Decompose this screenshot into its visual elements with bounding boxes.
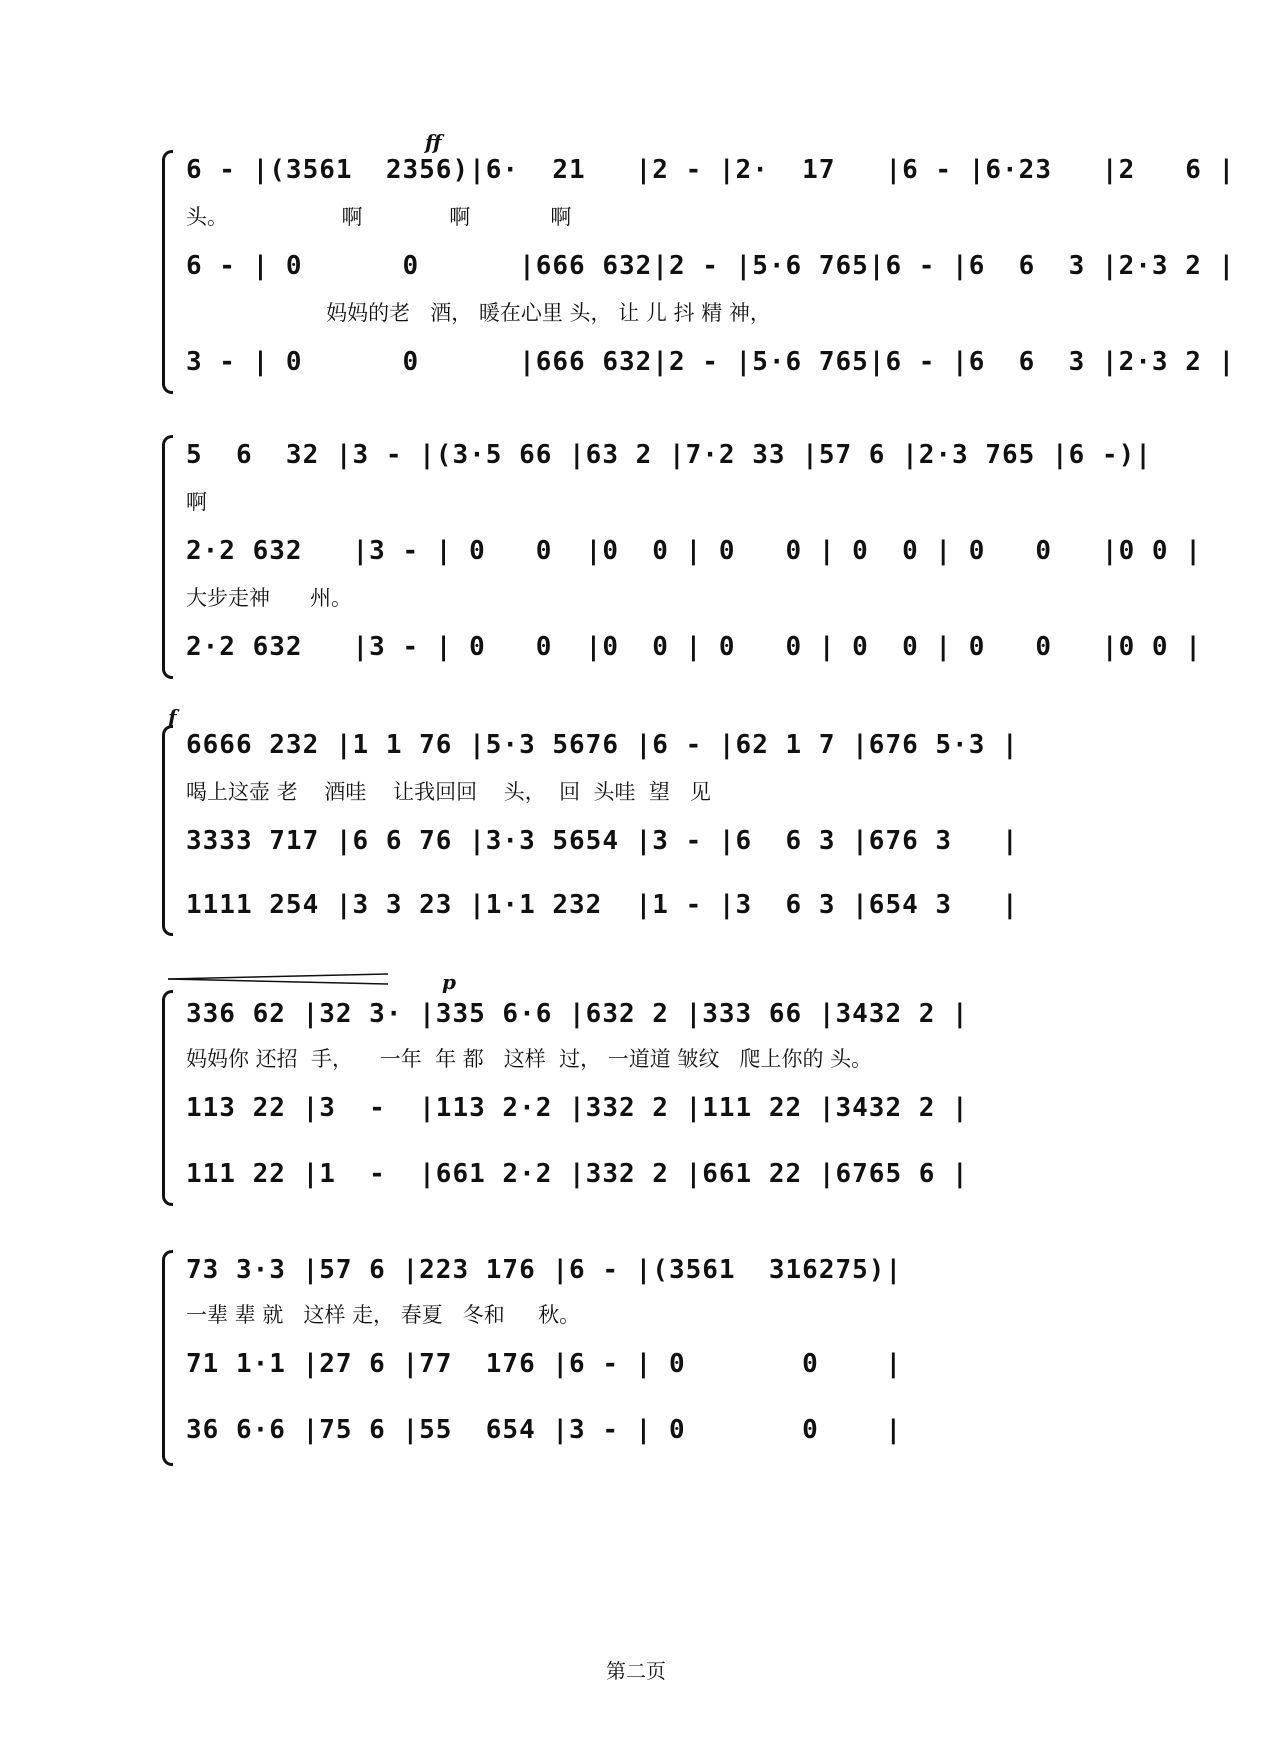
part2-notes: 113 22 |3 - |113 2·2 |332 2 |111 22 |3432 2 | (186, 1093, 969, 1123)
part1-lyrics: 啊 (186, 490, 207, 514)
dynamic-mark: f (168, 705, 177, 729)
dynamic-mark: ff (425, 130, 442, 154)
part1-notes: 6666 232 |1 1 76 |5·3 5676 |6 - |62 1 7 |676 5·3 | (186, 730, 1019, 760)
system-brace (162, 1250, 173, 1466)
system-brace (162, 150, 173, 394)
part3-notes: 111 22 |1 - |661 2·2 |332 2 |661 22 |6765 6 | (186, 1159, 969, 1189)
part3-notes: 2·2 632 |3 - | 0 0 |0 0 | 0 0 | 0 0 | 0 0 |0 0 | (186, 632, 1202, 662)
part1-lyrics: 头。 啊 啊 啊 (186, 205, 572, 229)
part3-notes: 1111 254 |3 3 23 |1·1 232 |1 - |3 6 3 |654 3 | (186, 890, 1019, 920)
part2-lyrics: 大步走神 州。 (186, 586, 353, 610)
part1-notes: 336 62 |32 3· |335 6·6 |632 2 |333 66 |3432 2 | (186, 999, 969, 1029)
part3-notes: 3 - | 0 0 |666 632|2 - |5·6 765|6 - |6 6 3 |2·3 2 | (186, 347, 1236, 377)
system-brace (162, 435, 173, 679)
part3-notes: 36 6·6 |75 6 |55 654 |3 - | 0 0 | (186, 1415, 903, 1445)
dynamic-mark: p (442, 970, 456, 994)
part2-notes: 2·2 632 |3 - | 0 0 |0 0 | 0 0 | 0 0 | 0 0 |0 0 | (186, 536, 1202, 566)
part1-lyrics: 喝上这壶 老 酒哇 让我回回 头， 回 头哇 望 见 (186, 780, 711, 804)
page-footer: 第二页 (606, 1659, 666, 1683)
part1-lyrics: 妈妈你 还招 手， 一年 年 都 这样 过， 一道道 皱纹 爬上你的 头。 (186, 1047, 873, 1071)
part2-notes: 6 - | 0 0 |666 632|2 - |5·6 765|6 - |6 6 3 |2·3 2 | (186, 251, 1236, 281)
system-brace (162, 990, 173, 1206)
system-brace (162, 725, 173, 936)
part1-lyrics: 一辈 辈 就 这样 走， 春夏 冬和 秋。 (186, 1303, 581, 1327)
part2-notes: 71 1·1 |27 6 |77 176 |6 - | 0 0 | (186, 1349, 903, 1379)
part1-notes: 73 3·3 |57 6 |223 176 |6 - |(3561 316275)| (186, 1255, 903, 1285)
part1-notes: 5 6 32 |3 - |(3·5 66 |63 2 |7·2 33 |57 6 |2·3 765 |6 -)| (186, 440, 1152, 470)
part2-notes: 3333 717 |6 6 76 |3·3 5654 |3 - |6 6 3 |676 3 | (186, 826, 1019, 856)
part2-lyrics: 妈妈的老 酒， 暖在心里 头， 让 儿 抖 精 神， (186, 301, 771, 325)
part1-notes: 6 - |(3561 2356)|6· 21 |2 - |2· 17 |6 - |6·23 |2 6 | (186, 155, 1236, 185)
crescendo-hairpin (168, 972, 390, 986)
